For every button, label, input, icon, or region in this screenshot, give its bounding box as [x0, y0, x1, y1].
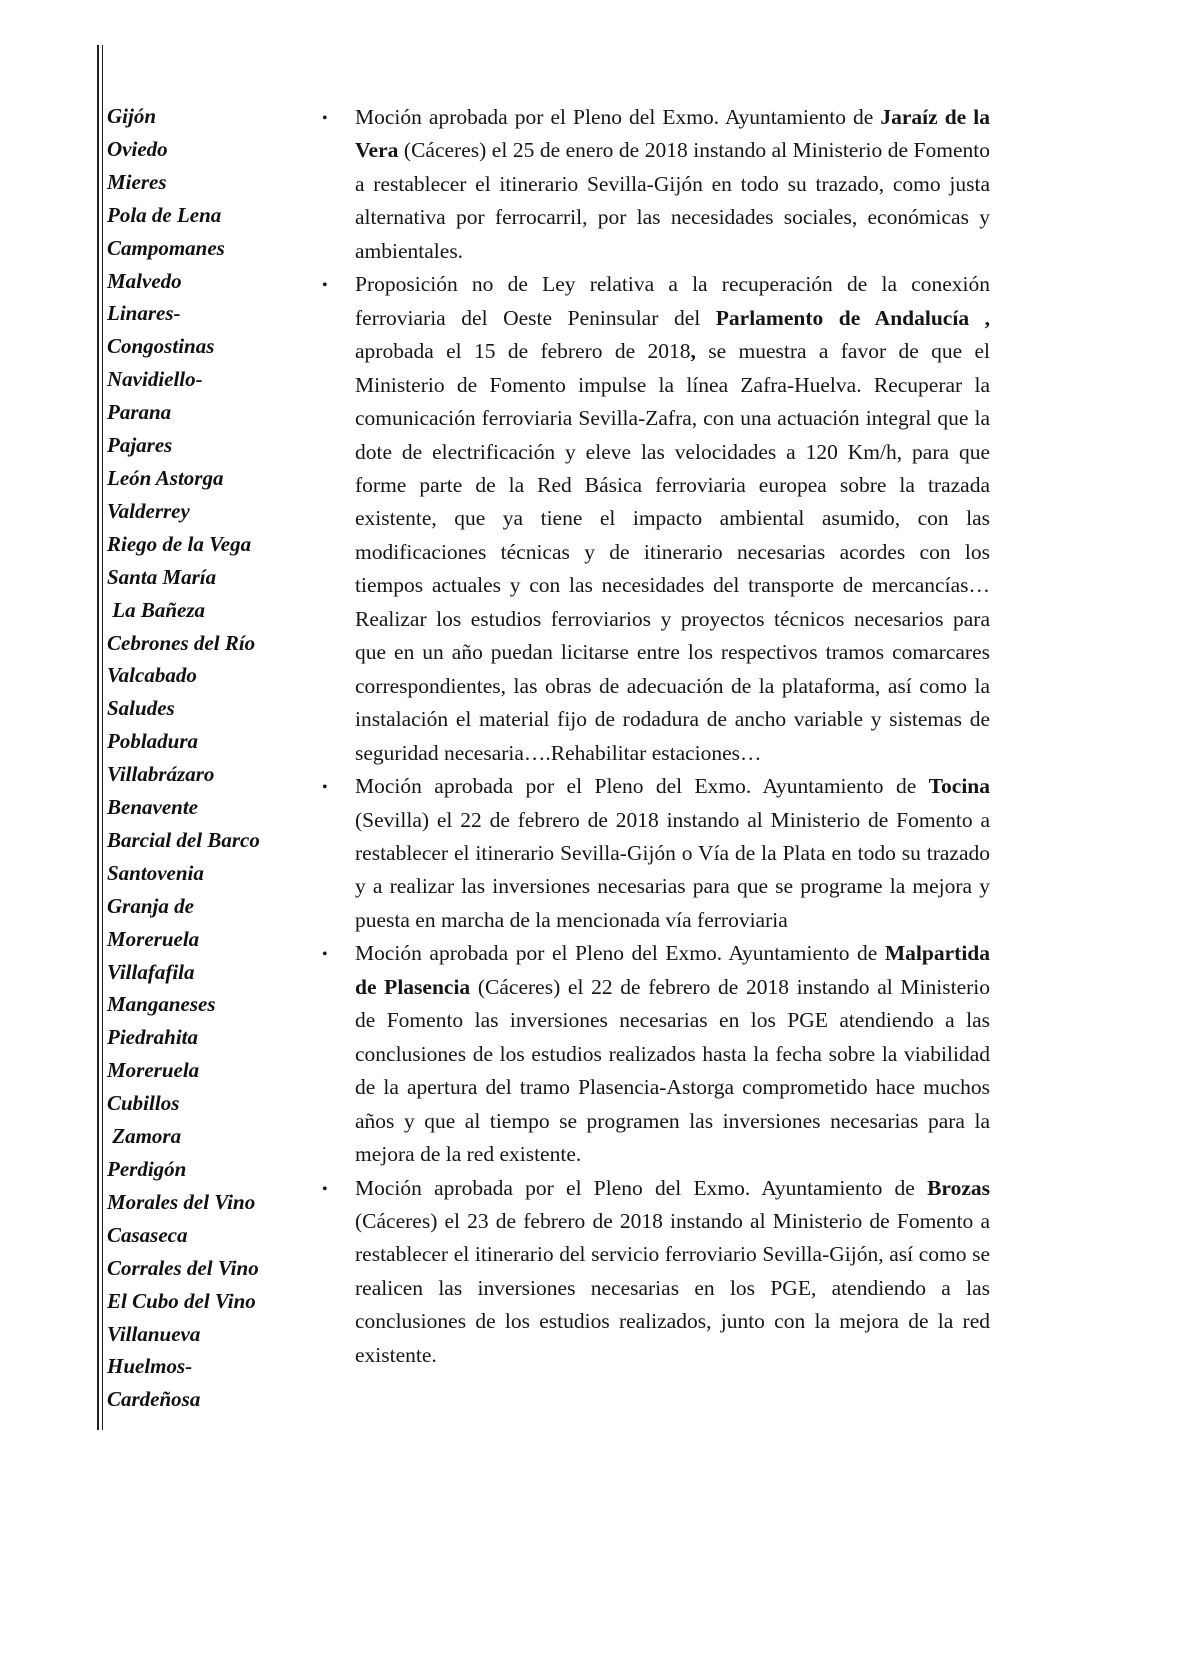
bullet-text: Moción aprobada por el Pleno del Exmo. Ayuntamiento de Malpartida de Plasencia (Cáceres) el 22 de febrero de 2018 instando al Ministerio de Fomento las inversiones necesarias en los PGE atendiendo a las conclusiones de los estudios realizados hasta la fecha sobre la viabilidad de la apertura del tramo Plasencia-Astorga comprometido hace muchos años y que al tiempo se programen las inversiones necesarias para la mejora de la red existente.	[355, 941, 990, 1167]
station-item: Piedrahita	[107, 1025, 199, 1050]
station-item: Huelmos-	[107, 1354, 193, 1379]
station-item: Cebrones del Río	[107, 630, 256, 655]
station-item: León Astorga	[107, 465, 224, 490]
station-item: Granja de	[107, 893, 194, 918]
station-item: La Bañeza	[107, 597, 206, 622]
station-item: Perdigón	[107, 1157, 187, 1181]
station-item: Oviedo	[107, 136, 168, 161]
station-list	[107, 100, 297, 1416]
station-item: Santa María	[107, 564, 217, 589]
bullet-text: Moción aprobada por el Pleno del Exmo. Ayuntamiento de Jaraíz de la Vera (Cáceres) el 25 de enero de 2018 instando al Ministerio de Fomento a restablecer el itinerario Sevilla-Gijón en todo su trazado, como justa alternativa por ferrocarril, por las necesidades sociales, económicas y ambientales.	[355, 105, 990, 263]
station-item: Santovenia	[107, 860, 204, 885]
station-item: Manganeses	[107, 992, 216, 1017]
bullet-icon: •	[322, 277, 328, 295]
station-item: Pobladura	[107, 729, 199, 754]
station-item: Malvedo	[107, 268, 182, 293]
station-item: Moreruela	[107, 1058, 200, 1083]
bullet-item	[322, 937, 990, 1171]
station-item: Riego de la Vega	[107, 531, 252, 556]
station-item: Pola de Lena	[107, 202, 222, 227]
station-item: Congostinas	[107, 334, 215, 359]
bullet-icon: •	[322, 1180, 328, 1198]
station-item: Valderrey	[107, 498, 190, 523]
station-item: Benavente	[107, 795, 198, 820]
bullet-text: Moción aprobada por el Pleno del Exmo. Ayuntamiento de Brozas (Cáceres) el 23 de febrero de 2018 instando al Ministerio de Fomento a restablecer el itinerario del servicio ferroviario Sevilla-Gijón, así como se realicen las inversiones necesarias en los PGE, atendiendo a las conclusiones de los estudios realizados, junto con la mejora de la red existente.	[355, 1175, 990, 1367]
bullet-item	[322, 101, 990, 268]
station-item: Villafafila	[107, 959, 195, 984]
station-item: Cubillos	[107, 1091, 180, 1116]
bullet-icon: •	[322, 946, 328, 964]
bullet-icon: •	[322, 779, 328, 797]
station-item: El Cubo del Vino	[107, 1288, 256, 1313]
station-item: Valcabado	[107, 663, 197, 688]
station-item: Casaseca	[107, 1222, 188, 1247]
station-item: Morales del Vino	[107, 1189, 256, 1214]
station-item: Barcial del Barco	[107, 827, 260, 852]
station-item: Villanueva	[107, 1321, 201, 1346]
bullet-text: Moción aprobada por el Pleno del Exmo. Ayuntamiento de Tocina (Sevilla) el 22 de febrero de 2018 instando al Ministerio de Fomento a restablecer el itinerario Sevilla-Gijón o Vía de la Plata en todo su trazado y a realizar las inversiones necesarias para que se programe la mejora y puesta en marcha de la mencionada vía ferroviaria	[355, 774, 990, 932]
bullet-icon: •	[322, 110, 328, 127]
bullet-item	[322, 770, 990, 937]
station-item: Linares-	[107, 301, 181, 326]
station-item: Mieres	[107, 169, 167, 194]
bullet-text: Proposición no de Ley relativa a la recuperación de la conexión ferroviaria del Oeste Peninsular del Parlamento de Andalucía , aprobada el 15 de febrero de 2018, se muestra a favor de que el Ministerio de Fomento impulse la línea Zafra-Huelva. Recuperar la comunicación ferroviaria Sevilla-Zafra, con una actuación integral que la dote de electrificación y eleve las velocidades a 120 Km/h, para que forme parte de la Red Básica ferroviaria europea sobre la trazada existente, que ya tiene el impacto ambiental asumido, con las modificaciones técnicas y de itinerario necesarias acordes con los tiempos actuales y con las necesidades del transporte de mercancías…Realizar los estudios ferroviarios y proyectos técnicos necesarios para que en un año puedan licitarse entre los respectivos tramos comarcares correspondientes, las obras de adecuación de la plataforma, así como la instalación el material fijo de rodadura de ancho variable y sistemas de seguridad necesaria….Rehabilitar estaciones…	[355, 272, 991, 765]
bullet-item	[322, 1172, 990, 1373]
left-double-rule	[97, 45, 103, 1430]
bullet-list	[322, 101, 990, 1372]
station-item: Corrales del Vino	[107, 1255, 259, 1280]
station-item: Parana	[107, 400, 172, 425]
station-item: Pajares	[107, 433, 173, 458]
bullet-item	[322, 268, 990, 770]
station-item: Saludes	[107, 696, 175, 721]
station-item: Campomanes	[107, 235, 225, 260]
station-item: Gijón	[107, 104, 157, 128]
station-item: Moreruela	[107, 926, 200, 951]
station-item: Villabrázaro	[107, 762, 215, 787]
station-item: Navidiello-	[107, 367, 203, 392]
station-item: Cardeñosa	[107, 1387, 201, 1412]
station-item: Zamora	[107, 1124, 182, 1149]
